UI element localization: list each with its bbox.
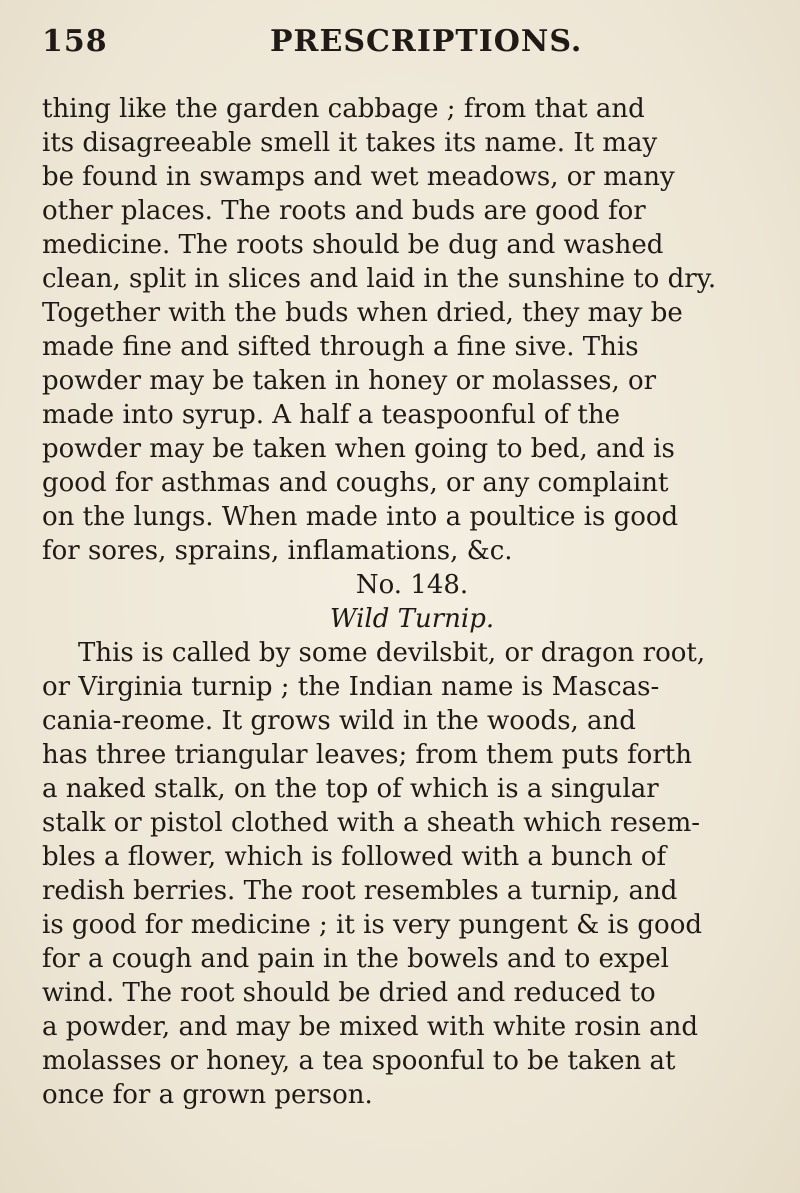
running-head: PRESCRIPTIONS.	[270, 24, 583, 59]
text-line: other places. The roots and buds are good for	[42, 196, 646, 226]
text-line: molasses or honey, a tea spoonful to be taken at	[42, 1046, 676, 1076]
text-line: made fine and sifted through a fine sive. This	[42, 332, 639, 362]
text-line: medicine. The roots should be dug and washed	[42, 230, 664, 260]
text-line: cania-reome. It grows wild in the woods, and	[42, 706, 636, 736]
text-line: on the lungs. When made into a poultice is good	[42, 502, 679, 532]
text-line: powder may be taken when going to bed, and is	[42, 434, 675, 464]
paragraph-first-line: This is called by some devilsbit, or dragon root,	[78, 638, 706, 668]
page-number: 158	[42, 24, 108, 59]
text-line: clean, split in slices and laid in the sunshine to dry.	[42, 264, 717, 294]
text-line: stalk or pistol clothed with a sheath which resem-	[42, 808, 701, 838]
text-line: bles a flower, which is followed with a bunch of	[42, 842, 667, 872]
text-line: good for asthmas and coughs, or any complaint	[42, 468, 669, 498]
text-line: made into syrup. A half a teaspoonful of the	[42, 400, 620, 430]
text-line: is good for medicine ; it is very pungent & is good	[42, 910, 703, 940]
section-number: No. 148.	[355, 570, 469, 600]
text-line: once for a grown person.	[42, 1080, 373, 1110]
text-line: its disagreeable smell it takes its name. It may	[42, 128, 658, 158]
text-line: redish berries. The root resembles a turnip, and	[42, 876, 678, 906]
text-line: Together with the buds when dried, they may be	[42, 298, 683, 328]
text-line: a naked stalk, on the top of which is a singular	[42, 774, 659, 804]
text-line: powder may be taken in honey or molasses, or	[42, 366, 657, 396]
text-line: thing like the garden cabbage ; from that and	[42, 94, 645, 124]
body-text	[42, 92, 782, 1112]
text-line: for sores, sprains, inflamations, &c.	[42, 536, 513, 566]
text-line: wind. The root should be dried and reduced to	[42, 978, 656, 1008]
text-line: for a cough and pain in the bowels and to expel	[42, 944, 669, 974]
page-header	[30, 24, 770, 64]
text-line: a powder, and may be mixed with white rosin and	[42, 1012, 699, 1042]
text-line: be found in swamps and wet meadows, or many	[42, 162, 675, 192]
text-line: has three triangular leaves; from them puts forth	[42, 740, 692, 770]
text-line: or Virginia turnip ; the Indian name is Mascas-	[42, 672, 660, 702]
section-title: Wild Turnip.	[329, 604, 495, 634]
